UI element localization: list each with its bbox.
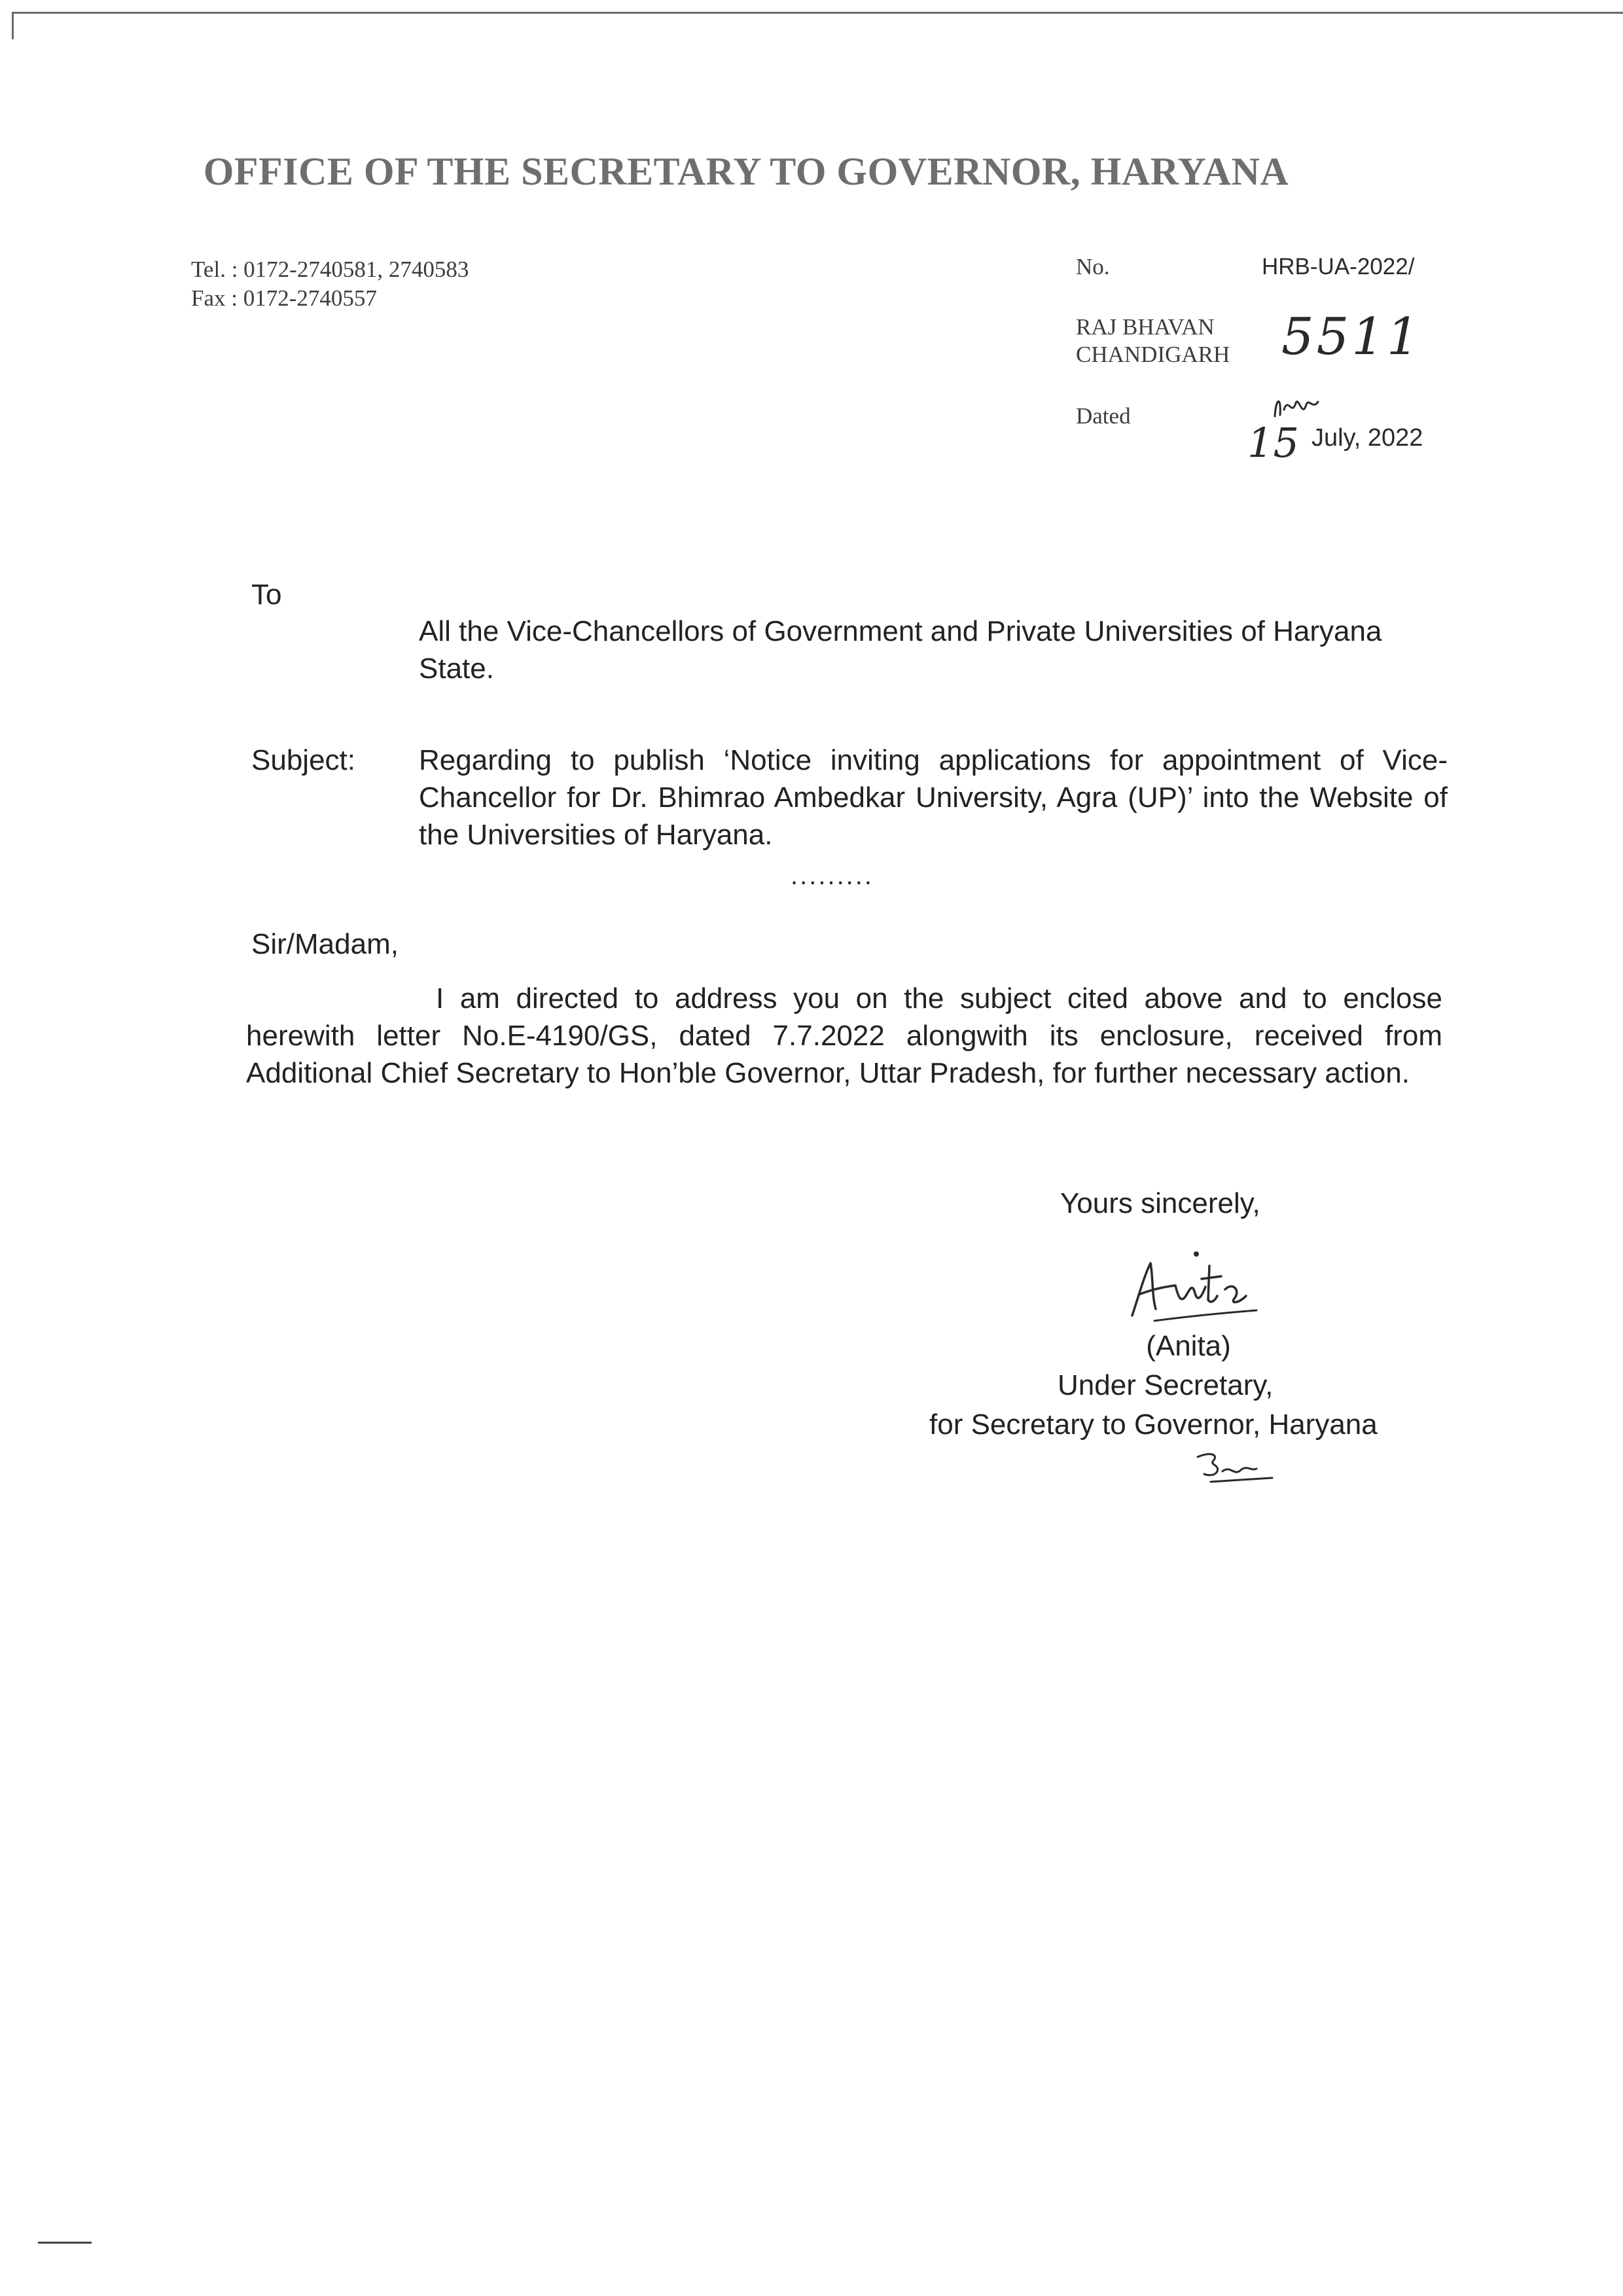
letter-date: July, 2022 bbox=[1311, 424, 1423, 452]
scan-mark-bottom bbox=[38, 2242, 92, 2244]
reference-number-label: No. bbox=[1076, 254, 1110, 279]
salutation: Sir/Madam, bbox=[251, 928, 399, 960]
addressee: All the Vice-Chancellors of Government and Private Universities of Haryana State. bbox=[419, 615, 1382, 685]
handwritten-initial-mark bbox=[1270, 390, 1322, 423]
subject-separator: ......... bbox=[791, 861, 874, 890]
signature-anita bbox=[1113, 1244, 1270, 1335]
place-chandigarh: CHANDIGARH bbox=[1076, 342, 1230, 367]
letterhead-title: OFFICE OF THE SECRETARY TO GOVERNOR, HARYANA bbox=[203, 150, 1289, 193]
place-raj-bhavan: RAJ BHAVAN bbox=[1076, 314, 1215, 340]
signatory-designation: Under Secretary, bbox=[1058, 1369, 1274, 1401]
telephone-numbers: Tel. : 0172-2740581, 2740583 bbox=[191, 257, 469, 282]
signatory-name: (Anita) bbox=[1146, 1330, 1231, 1362]
handwritten-initials bbox=[1191, 1445, 1276, 1491]
scan-border-left bbox=[12, 12, 14, 39]
signatory-office: for Secretary to Governor, Haryana bbox=[929, 1408, 1378, 1441]
letter-body: I am directed to address you on the subject cited above and to enclose herewith letter No.E-4190/GS, dated 7.7.2022 alongwith its enclosure, received from Additional Chief Secretary to Hon’ble Governor, Uttar Pradesh, for further necessary action. bbox=[246, 982, 1442, 1089]
handwritten-day: 15 bbox=[1247, 419, 1299, 467]
subject-text: Regarding to publish ‘Notice inviting applications for appointment of Vice-Chancellor for Dr. Bhimrao Ambedkar University, Agra (UP)’ into the Website of the Universities of Haryana. bbox=[419, 744, 1448, 851]
scan-border-top bbox=[12, 12, 1623, 14]
closing: Yours sincerely, bbox=[1060, 1187, 1260, 1219]
dated-label: Dated bbox=[1076, 403, 1131, 429]
reference-number: HRB-UA-2022/ bbox=[1262, 254, 1415, 279]
fax-number: Fax : 0172-2740557 bbox=[191, 285, 377, 311]
to-label: To bbox=[251, 579, 282, 611]
handwritten-dispatch-number: 5511 bbox=[1281, 308, 1422, 367]
subject-label: Subject: bbox=[251, 744, 355, 776]
